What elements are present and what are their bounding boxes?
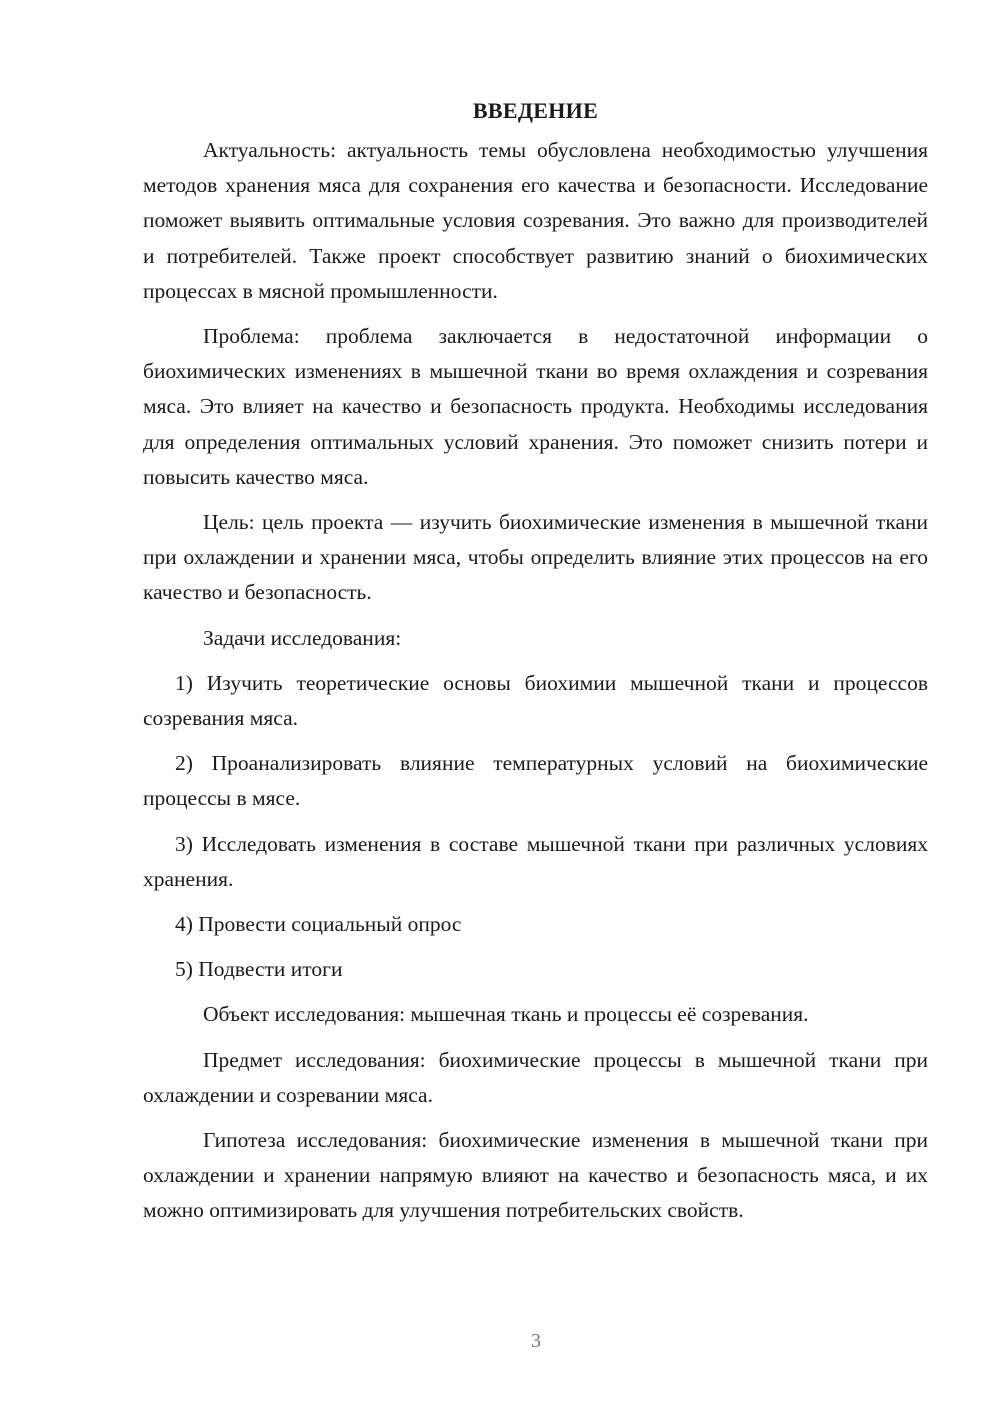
page-number: 3 [531, 1330, 541, 1352]
document-page [143, 93, 928, 1239]
goal-paragraph: Цель: цель проекта — изучить биохимические изменения в мышечной ткани при охлаждении и хранении мяса, чтобы определить влияние этих процессов на его качество и безопасность. [143, 510, 928, 605]
task-item-4: 4) Провести социальный опрос [175, 912, 462, 937]
relevance-paragraph: Актуальность: актуальность темы обусловлена необходимостью улучшения методов хранения мяса для сохранения его качества и безопасности. Исследование поможет выявить оптимальные условия созревания. Это важно для производителей и потребителей. Также проект способствует развитию знаний о биохимических процессах в мясной промышленности. [143, 138, 928, 303]
task-item-5: 5) Подвести итоги [175, 957, 343, 982]
problem-paragraph: Проблема: проблема заключается в недостаточной информации о биохимических изменениях в мышечной ткани во время охлаждения и созревания мяса. Это влияет на качество и безопасность продукта. Необходимы исследования для определения оптимальных условий хранения. Это поможет снизить потери и повысить качество мяса. [143, 324, 928, 489]
object-paragraph: Объект исследования: мышечная ткань и процессы её созревания. [203, 1002, 809, 1027]
subject-paragraph: Предмет исследования: биохимические процессы в мышечной ткани при охлаждении и созревании мяса. [143, 1047, 928, 1107]
hypothesis-paragraph: Гипотеза исследования: биохимические изменения в мышечной ткани при охлаждении и хранении напрямую влияют на качество и безопасность мяса, и их можно оптимизировать для улучшения потребительских свойств. [143, 1128, 928, 1223]
tasks-heading: Задачи исследования: [203, 625, 402, 650]
task-item-2: 2) Проанализировать влияние температурных условий на биохимические процессы в мясе. [143, 751, 928, 811]
task-item-3: 3) Исследовать изменения в составе мышечной ткани при различных условиях хранения. [143, 831, 928, 891]
section-title: ВВЕДЕНИЕ [472, 98, 599, 123]
task-item-1: 1) Изучить теоретические основы биохимии мышечной ткани и процессов созревания мяса. [143, 670, 928, 731]
